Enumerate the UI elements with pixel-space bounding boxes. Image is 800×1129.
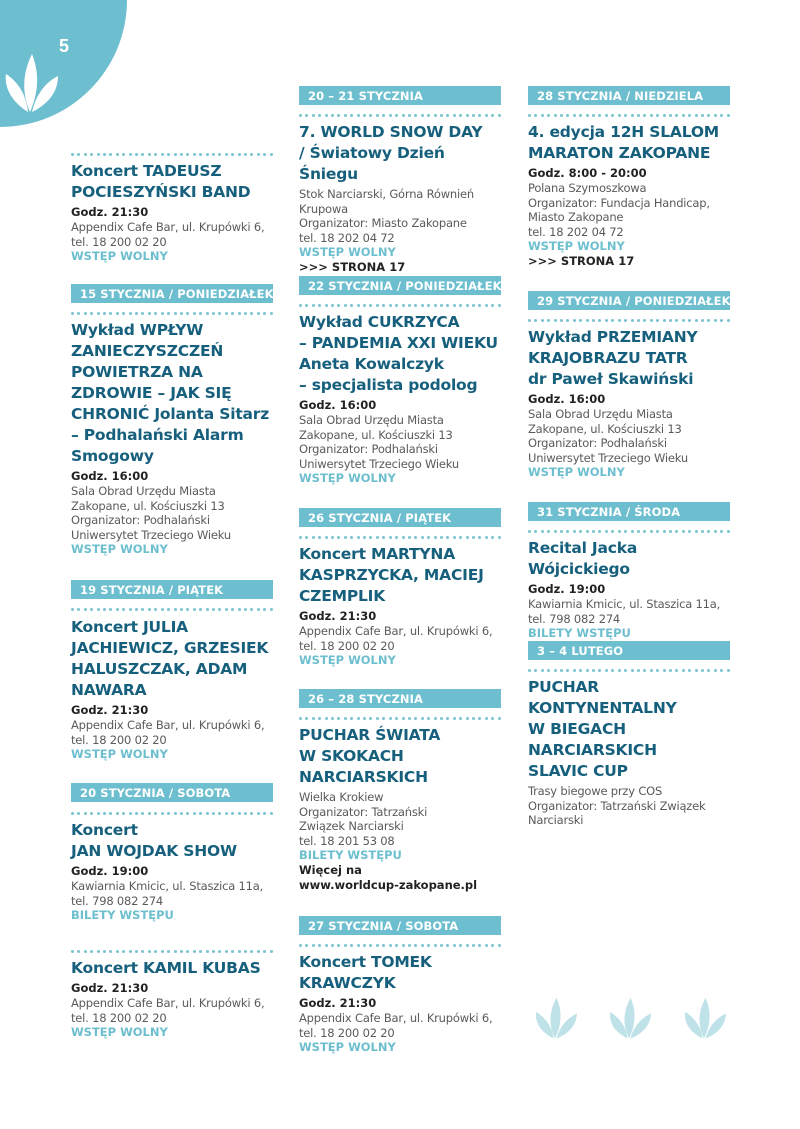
- dotted-divider: [71, 810, 273, 816]
- leaf-emblem-icon: [680, 990, 728, 1040]
- event-venue: Polana Szymoszkowa: [528, 181, 647, 195]
- event-title: Koncert JULIA JACHIEWICZ, GRZESIEK HALUSZCZAK, ADAM NAWARA: [71, 618, 269, 699]
- dotted-divider: [528, 112, 730, 118]
- event-organizer-cont: Związek Narciarski: [299, 819, 404, 833]
- event-venue: Wielka Krokiew: [299, 790, 384, 804]
- page-reference: >>> STRONA 17: [299, 260, 406, 274]
- date-band: 27 STYCZNIA / SOBOTA: [299, 916, 501, 935]
- event-organizer: Organizator: Tatrzański: [299, 804, 428, 819]
- event-venue: Stok Narciarski, Górna Równień: [299, 187, 474, 201]
- entry-badge: WSTĘP WOLNY: [299, 1040, 396, 1054]
- event-phone: tel. 18 200 02 20: [299, 1025, 395, 1040]
- event-time: Godz. 19:00: [528, 582, 606, 596]
- leaf-emblem-icon: [0, 36, 60, 116]
- event-venue: Kawiarnia Kmicic, ul. Staszica 11a,: [528, 597, 721, 611]
- event-organizer: Organizator: Miasto Zakopane: [299, 216, 467, 230]
- event-venue: Trasy biegowe przy COS: [528, 784, 663, 798]
- event-recital-wojcickiego: [528, 538, 730, 641]
- event-wyklad-cukrzyca: [299, 312, 501, 486]
- event-title: 4. edycja 12H SLALOM MARATON ZAKOPANE: [528, 123, 720, 162]
- event-title: Koncert KAMIL KUBAS: [71, 959, 261, 977]
- event-phone: tel. 18 200 02 20: [71, 1010, 167, 1025]
- page-corner: [0, 0, 127, 127]
- date-band: 28 STYCZNIA / NIEDZIELA: [528, 86, 730, 105]
- more-info-label: Więcej na: [299, 863, 362, 877]
- event-title: PUCHAR KONTYNENTALNY W BIEGACH NARCIARSKICH SLAVIC CUP: [528, 678, 677, 780]
- event-wyklad-smog: [71, 320, 273, 557]
- event-organizer-cont: Uniwersytet Trzeciego Wieku: [71, 527, 231, 542]
- dotted-divider: [299, 112, 501, 118]
- event-address: Zakopane, ul. Kościuszki 13: [71, 498, 225, 513]
- event-phone: tel. 18 201 53 08: [299, 833, 395, 848]
- event-title: Wykład WPŁYW ZANIECZYSZCZEŃ POWIETRZA NA ZDROWIE – JAK SIĘ CHRONIĆ Jolanta Sitarz – Podhalański Alarm Smogowy: [71, 321, 270, 465]
- event-title: Koncert TADEUSZ POCIESZYŃSKI BAND: [71, 162, 251, 201]
- event-phone: tel. 18 200 02 20: [71, 732, 167, 747]
- event-martyna-kasprzycka: [299, 544, 501, 668]
- event-venue: Appendix Cafe Bar, ul. Krupówki 6,: [71, 220, 265, 234]
- event-slavic-cup: [528, 677, 730, 828]
- entry-badge: WSTĘP WOLNY: [71, 1025, 168, 1039]
- event-organizer: Organizator: Podhalański: [528, 436, 667, 450]
- entry-badge: WSTĘP WOLNY: [71, 249, 168, 263]
- dotted-divider: [71, 948, 273, 954]
- event-phone: tel. 798 082 274: [528, 611, 621, 626]
- date-band: 26 – 28 STYCZNIA: [299, 689, 501, 708]
- event-organizer-cont: Miasto Zakopane: [528, 210, 624, 224]
- more-info-link[interactable]: www.worldcup-zakopane.pl: [299, 878, 478, 892]
- page-number: 5: [59, 36, 70, 56]
- dotted-divider: [299, 942, 501, 948]
- event-12h-slalom: [528, 122, 730, 269]
- event-kamil-kubas: [71, 958, 273, 1040]
- leaf-emblem-icon: [605, 990, 653, 1040]
- entry-badge: WSTĘP WOLNY: [71, 747, 168, 761]
- dotted-divider: [528, 317, 730, 323]
- event-puchar-swiata: [299, 725, 501, 893]
- dotted-divider: [528, 667, 730, 673]
- event-organizer: Organizator: Podhalański: [299, 442, 438, 456]
- entry-badge: WSTĘP WOLNY: [299, 245, 396, 259]
- event-organizer-cont: Narciarski: [528, 813, 584, 827]
- dotted-divider: [299, 302, 501, 308]
- event-title: Koncert MARTYNA KASPRZYCKA, MACIEJ CZEMPLIK: [299, 545, 484, 605]
- event-title: Wykład CUKRZYCA – PANDEMIA XXI WIEKU Aneta Kowalczyk – specjalista podolog: [299, 313, 498, 394]
- event-time: Godz. 21:30: [299, 609, 377, 623]
- dotted-divider: [71, 606, 273, 612]
- entry-badge: BILETY WSTĘPU: [528, 626, 631, 640]
- entry-badge: WSTĘP WOLNY: [71, 542, 168, 556]
- date-band: 29 STYCZNIA / PONIEDZIAŁEK: [528, 291, 730, 310]
- entry-badge: WSTĘP WOLNY: [299, 653, 396, 667]
- entry-badge: WSTĘP WOLNY: [528, 465, 625, 479]
- event-time: Godz. 16:00: [299, 398, 377, 412]
- date-band: 20 STYCZNIA / SOBOTA: [71, 783, 273, 802]
- event-phone: tel. 798 082 274: [71, 893, 164, 908]
- event-tomek-krawczyk: [299, 952, 501, 1055]
- event-address: Zakopane, ul. Kościuszki 13: [299, 427, 453, 442]
- event-venue-cont: Krupowa: [299, 201, 348, 216]
- event-organizer-cont: Uniwersytet Trzeciego Wieku: [299, 456, 459, 471]
- event-time: Godz. 21:30: [71, 981, 149, 995]
- event-title: Recital Jacka Wójcickiego: [528, 539, 638, 578]
- dotted-divider: [71, 310, 273, 316]
- event-world-snow-day: [299, 122, 501, 275]
- dotted-divider: [299, 715, 501, 721]
- event-venue: Appendix Cafe Bar, ul. Krupówki 6,: [299, 624, 493, 638]
- event-title: PUCHAR ŚWIATA W SKOKACH NARCIARSKICH: [299, 726, 441, 786]
- leaf-emblem-icon: [531, 990, 579, 1040]
- date-band: 20 – 21 STYCZNIA: [299, 86, 501, 105]
- date-band: 26 STYCZNIA / PIĄTEK: [299, 508, 501, 527]
- date-band: 22 STYCZNIA / PONIEDZIAŁEK: [299, 276, 501, 295]
- event-time: Godz. 16:00: [528, 392, 606, 406]
- event-venue: Sala Obrad Urzędu Miasta: [71, 484, 216, 498]
- event-phone: tel. 18 202 04 72: [299, 230, 395, 245]
- event-time: Godz. 21:30: [71, 703, 149, 717]
- event-venue: Appendix Cafe Bar, ul. Krupówki 6,: [71, 718, 265, 732]
- date-band: 19 STYCZNIA / PIĄTEK: [71, 580, 273, 599]
- event-title: Koncert TOMEK KRAWCZYK: [299, 953, 432, 992]
- event-organizer: Organizator: Fundacja Handicap,: [528, 195, 710, 210]
- event-venue: Sala Obrad Urzędu Miasta: [299, 413, 444, 427]
- entry-badge: WSTĘP WOLNY: [299, 471, 396, 485]
- page-reference: >>> STRONA 17: [528, 254, 635, 268]
- event-julia-jachiewicz: [71, 617, 273, 762]
- date-band: 31 STYCZNIA / ŚRODA: [528, 502, 730, 521]
- event-time: Godz. 19:00: [71, 864, 149, 878]
- event-venue: Appendix Cafe Bar, ul. Krupówki 6,: [299, 1011, 493, 1025]
- date-band: 3 – 4 LUTEGO: [528, 641, 730, 660]
- event-organizer-cont: Uniwersytet Trzeciego Wieku: [528, 450, 688, 465]
- event-wyklad-tatry: [528, 327, 730, 480]
- event-title: Koncert JAN WOJDAK SHOW: [71, 821, 237, 860]
- event-organizer: Organizator: Podhalański: [71, 513, 210, 527]
- event-title: 7. WORLD SNOW DAY / Światowy Dzień Śniegu: [299, 123, 483, 183]
- event-time: Godz. 21:30: [71, 205, 149, 219]
- event-phone: tel. 18 200 02 20: [299, 638, 395, 653]
- event-time: Godz. 8:00 - 20:00: [528, 166, 647, 180]
- entry-badge: WSTĘP WOLNY: [528, 239, 625, 253]
- event-address: Zakopane, ul. Kościuszki 13: [528, 421, 682, 436]
- date-band: 15 STYCZNIA / PONIEDZIAŁEK: [71, 284, 273, 303]
- event-time: Godz. 16:00: [71, 469, 149, 483]
- event-organizer: Organizator: Tatrzański Związek: [528, 798, 706, 813]
- dotted-divider: [71, 151, 273, 157]
- event-phone: tel. 18 202 04 72: [528, 224, 624, 239]
- event-venue: Appendix Cafe Bar, ul. Krupówki 6,: [71, 996, 265, 1010]
- dotted-divider: [299, 534, 501, 540]
- dotted-divider: [528, 528, 730, 534]
- event-phone: tel. 18 200 02 20: [71, 234, 167, 249]
- event-venue: Sala Obrad Urzędu Miasta: [528, 407, 673, 421]
- event-title: Wykład PRZEMIANY KRAJOBRAZU TATR dr Paweł Skawiński: [528, 328, 698, 388]
- event-time: Godz. 21:30: [299, 996, 377, 1010]
- event-venue: Kawiarnia Kmicic, ul. Staszica 11a,: [71, 879, 264, 893]
- entry-badge: BILETY WSTĘPU: [71, 908, 174, 922]
- event-jan-wojdak: [71, 820, 273, 923]
- entry-badge: BILETY WSTĘPU: [299, 848, 402, 862]
- event-tadeusz-pocieszynski: [71, 161, 273, 264]
